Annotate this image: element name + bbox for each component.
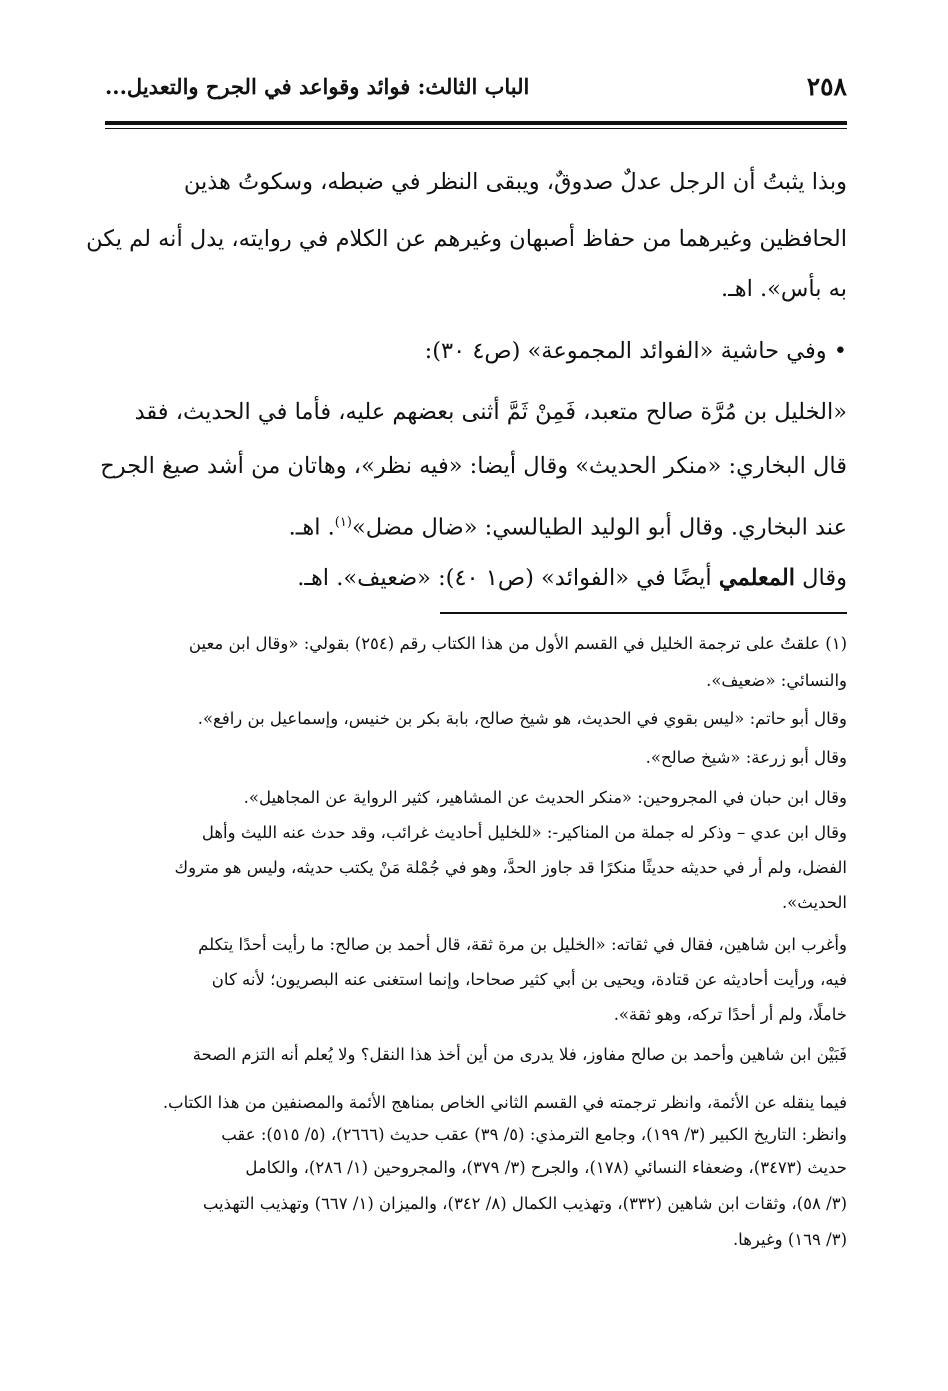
footnote-line-15: حديث (٣٤٧٣)، وضعفاء النسائي (١٧٨)، والجرح (٣/ ٣٧٩)، والمجروحين (١/ ٢٨٦)، والكامل [245, 1158, 847, 1177]
footnote-line-12: فَبَيْن ابن شاهين وأحمد بن صالح مفاوز، فلا يدرى من أين أخذ هذا النقل؟ ولا يُعلم أنه التزم الصحة [192, 1045, 847, 1064]
body-line-6: قال البخاري: «منكر الحديث» وقال أيضا: «فيه نظر»، وهاتان من أشد صيغ الجرح [100, 453, 847, 479]
body-line-8-end: أيضًا في «الفوائد» (ص١ ٤٠): «ضعيف». اهـ. [297, 565, 719, 591]
running-title: الباب الثالث: فوائد وقواعد في الجرح والتعديل... [105, 74, 530, 99]
footnote-line-6: وقال ابن عدي – وذكر له جملة من المناكير-: «للخليل أحاديث غرائب، وقد حدث عنه الليث وأهل [201, 823, 847, 842]
body-line-5: «الخليل بن مُرَّة صالح متعبد، فَمِنْ ثَمَّ أثنى بعضهم عليه، فأما في الحديث، فقد [134, 399, 847, 425]
body-line-3: به بأس». اهـ. [721, 276, 847, 302]
footnote-line-13: فيما ينقله عن الأئمة، وانظر ترجمته في القسم الثاني الخاص بمناهج الأئمة والمصنفين من هذا الكتاب. [162, 1093, 847, 1112]
footnote-marker: (١) [334, 515, 352, 530]
body-line-7-text: عند البخاري. وقال أبو الوليد الطيالسي: «ضال مضل» [351, 514, 847, 541]
footnote-line-2: والنسائي: «ضعيف». [706, 671, 847, 690]
body-line-4: • وفي حاشية «الفوائد المجموعة» (ص٤ ٣٠): [424, 338, 847, 364]
body-line-8 [105, 550, 847, 607]
footnote-line-9: وأغرب ابن شاهين، فقال في ثقاته: «الخليل بن مرة ثقة، قال أحمد بن صالح: ما رأيت أحدًا يتكلم [198, 935, 847, 954]
author-name: المعلمي [718, 565, 796, 591]
footnote-line-5: وقال ابن حبان في المجروحين: «منكر الحديث عن المشاهير، كثير الرواية عن المجاهيل». [243, 788, 847, 807]
body-line-2: الحافظين وغيرهما من حفاظ أصبهان وغيرهم عن الكلام في روايته، يدل أنه لم يكن [86, 226, 847, 252]
footnote-line-16: (٣/ ٥٨)، وثقات ابن شاهين (٣٣٢)، وتهذيب الكمال (٨/ ٣٤٢)، والميزان (١/ ٦٦٧) وتهذيب التهذيب [202, 1194, 847, 1213]
footnote-line-11: خاملًا، ولم أر أحدًا تركه، وهو ثقة». [613, 1005, 847, 1024]
body-line-1: وبذا يثبتُ أن الرجل عدلٌ صدوقٌ، ويبقى النظر في ضبطه، وسكوتُ هذين [183, 169, 847, 195]
footnote-line-1: (١) علقتُ على ترجمة الخليل في القسم الأول من هذا الكتاب رقم (٢٥٤) بقولي: «وقال ابن معين [188, 634, 847, 653]
footnote-line-7: الفضل، ولم أر في حديثه حديثًا منكرًا قد جاوز الحدَّ، وهو في جُمْلة مَنْ يكتب حديثه، وليس هو متروك [174, 858, 847, 877]
footnote-line-4: وقال أبو زرعة: «شيخ صالح». [645, 748, 847, 767]
footnote-line-8: الحديث». [781, 893, 847, 912]
body-line-7-end: . اهـ. [288, 514, 335, 541]
footnote-line-3: وقال أبو حاتم: «ليس بقوي في الحديث، هو شيخ صالح، بابة بكر بن خنيس، وإسماعيل بن رافع». [197, 709, 847, 728]
footnote-line-10: فيه، ورأيت أحاديثه عن قتادة، ويحيى بن أبي كثير صحاحا، وإنما استغنى عنه البصريون؛ لأنه كان [211, 970, 847, 989]
page-header [105, 70, 847, 110]
footnote-line-14: وانظر: التاريخ الكبير (٣/ ١٩٩)، وجامع الترمذي: (٥/ ٣٩) عقب حديث (٢٦٦٦)، (٥/ ٥١٥): عقب [221, 1125, 847, 1144]
page-number: ٢٥٨ [806, 72, 847, 101]
body-line-7 [105, 494, 847, 557]
footnote-line-17: (٣/ ١٦٩) وغيرها. [732, 1230, 847, 1249]
body-line-8-start: وقال [795, 565, 847, 591]
footnote-divider [440, 612, 847, 614]
header-divider [105, 121, 847, 129]
